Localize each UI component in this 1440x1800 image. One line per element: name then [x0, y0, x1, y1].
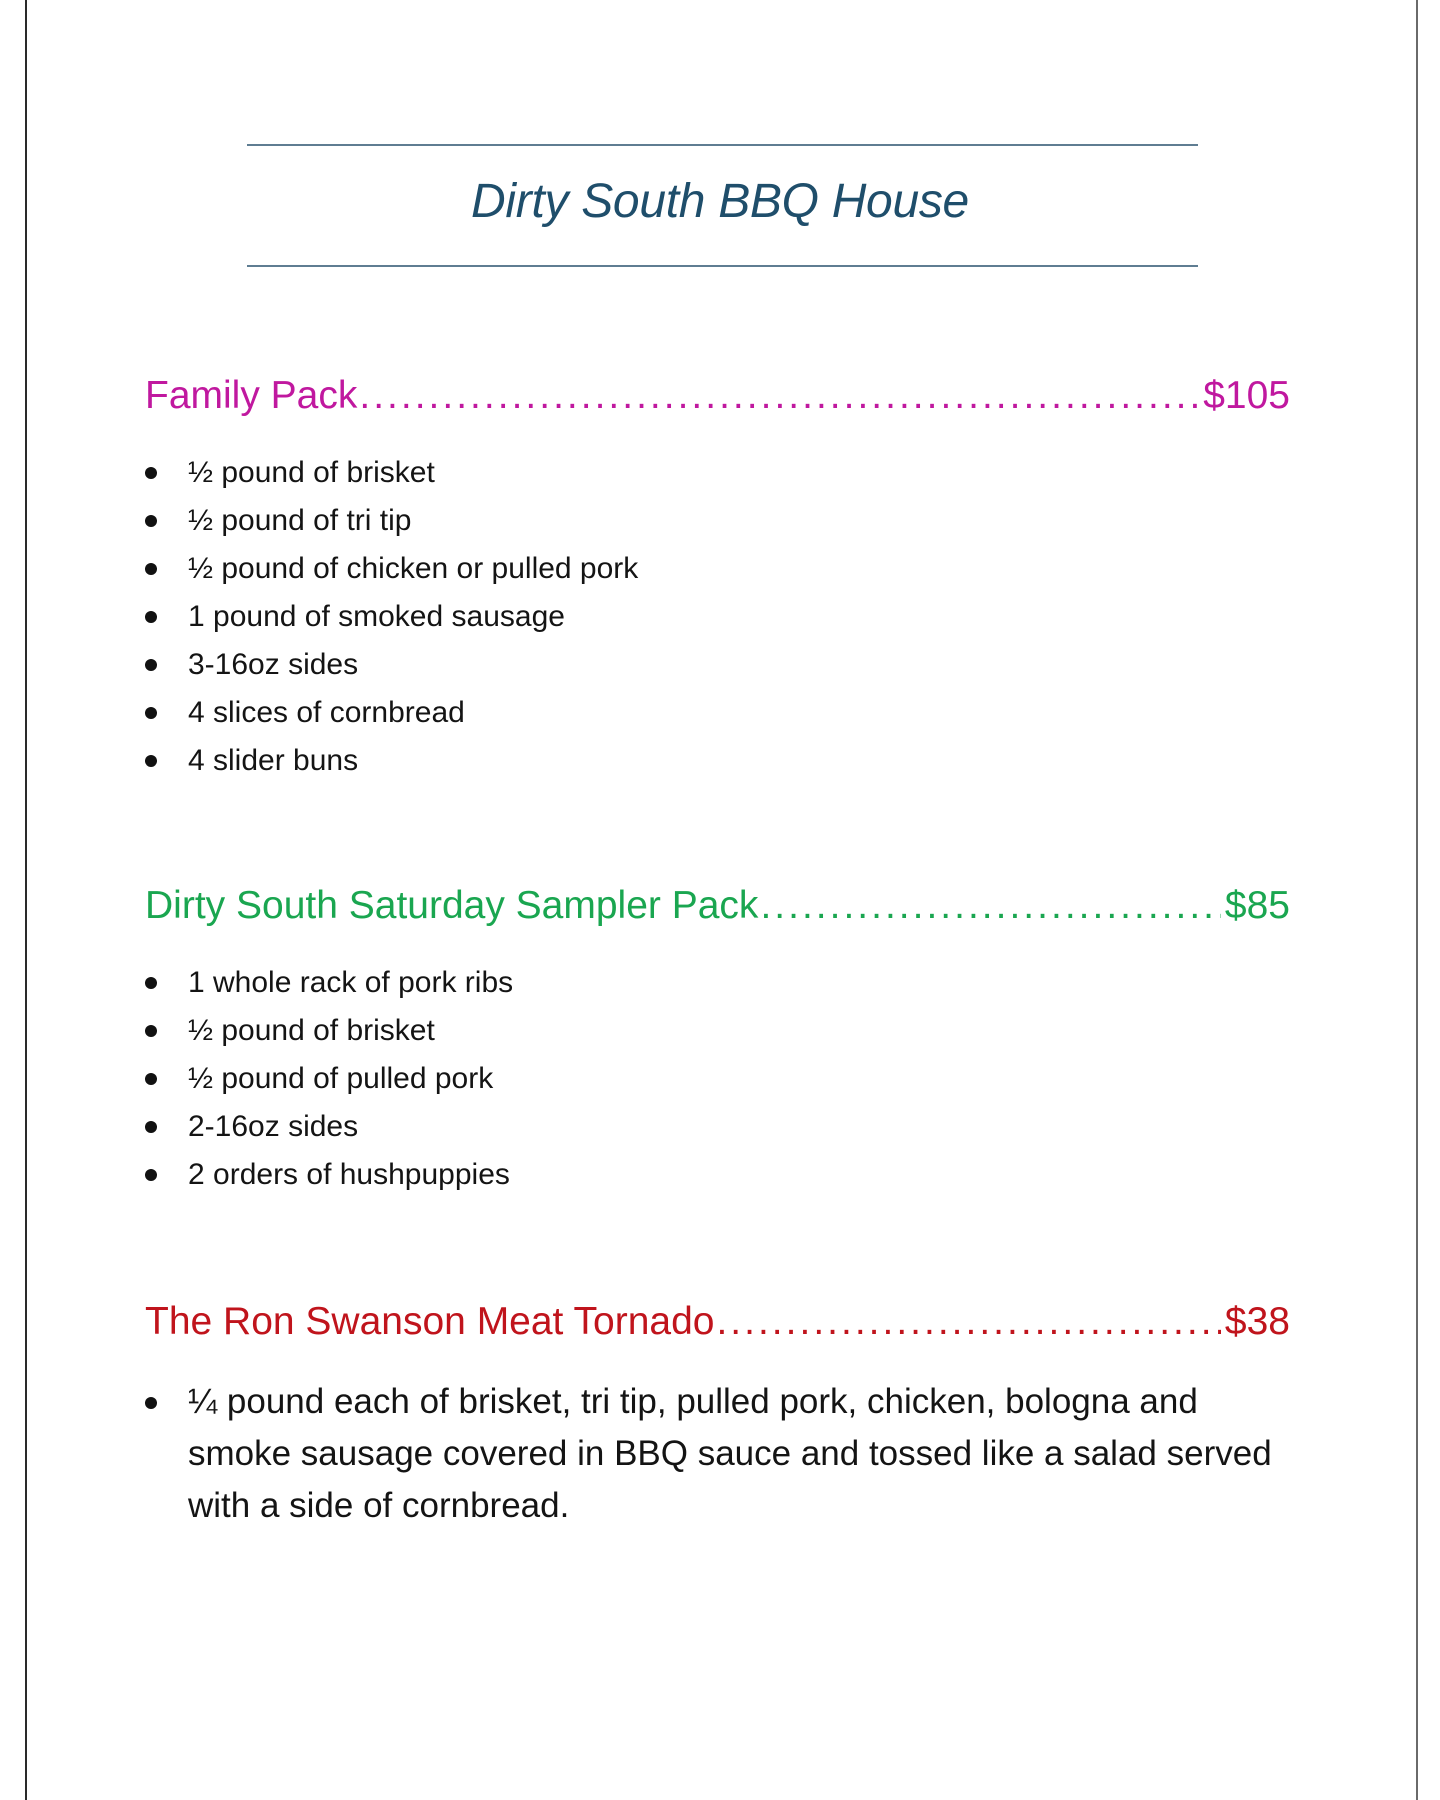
menu-title: Dirty South BBQ House: [471, 175, 969, 228]
sampler-pack-items: [145, 959, 513, 1199]
bullet-icon: [145, 707, 157, 719]
dot-leader: [760, 881, 1220, 931]
list-item: [145, 1007, 513, 1055]
list-item: [145, 1055, 513, 1103]
list-item-text: ½ pound of brisket: [188, 1014, 435, 1047]
section-heading-family-pack: [145, 371, 1290, 421]
section-name: The Ron Swanson Meat Tornado: [145, 1300, 715, 1343]
list-item-text: ½ pound of tri tip: [188, 504, 412, 537]
title-rule-top: [247, 144, 1198, 146]
list-item: [145, 593, 638, 641]
list-item: [145, 959, 513, 1007]
bullet-icon: [145, 1397, 157, 1409]
bullet-icon: [145, 515, 157, 527]
list-item: [145, 1103, 513, 1151]
list-item-text: 2 orders of hushpuppies: [188, 1158, 510, 1191]
list-item-text: 4 slices of cornbread: [188, 696, 465, 729]
list-item: [145, 1376, 1308, 1532]
title-rule-bottom: [247, 265, 1198, 267]
family-pack-items: [145, 449, 638, 785]
list-item: [145, 545, 638, 593]
bullet-icon: [145, 563, 157, 575]
list-item-text: 3-16oz sides: [188, 648, 359, 681]
section-heading-sampler-pack: [145, 881, 1290, 931]
list-item: [145, 497, 638, 545]
bullet-icon: [145, 755, 157, 767]
section-heading-meat-tornado: [145, 1297, 1290, 1347]
section-name: Family Pack: [145, 374, 358, 417]
bullet-icon: [145, 1073, 157, 1085]
bullet-icon: [145, 977, 157, 989]
list-item-text: ¼ pound each of brisket, tri tip, pulled pork, chicken, bologna and smoke sausage covered in BBQ sauce and tossed like a salad served with a side of cornbread.: [188, 1382, 1272, 1525]
list-item-text: 1 pound of smoked sausage: [188, 600, 565, 633]
meat-tornado-items: [145, 1376, 1308, 1532]
bullet-icon: [145, 659, 157, 671]
list-item-text: 4 slider buns: [188, 744, 359, 777]
list-item: [145, 641, 638, 689]
bullet-icon: [145, 467, 157, 479]
list-item: [145, 449, 638, 497]
list-item: [145, 1151, 513, 1199]
dot-leader: [716, 1297, 1220, 1347]
section-name: Dirty South Saturday Sampler Pack: [145, 884, 759, 927]
list-item-text: ½ pound of chicken or pulled pork: [188, 552, 639, 585]
dot-leader: [359, 371, 1199, 421]
section-price: $38: [1224, 1300, 1290, 1343]
list-item-text: 2-16oz sides: [188, 1110, 359, 1143]
bullet-icon: [145, 611, 157, 623]
list-item: [145, 737, 638, 785]
list-item: [145, 689, 638, 737]
list-item-text: ½ pound of brisket: [188, 456, 435, 489]
list-item-text: ½ pound of pulled pork: [188, 1062, 494, 1095]
section-price: $105: [1203, 374, 1290, 417]
bullet-icon: [145, 1169, 157, 1181]
list-item-text: 1 whole rack of pork ribs: [188, 966, 514, 999]
bullet-icon: [145, 1025, 157, 1037]
bullet-icon: [145, 1121, 157, 1133]
section-price: $85: [1224, 884, 1290, 927]
